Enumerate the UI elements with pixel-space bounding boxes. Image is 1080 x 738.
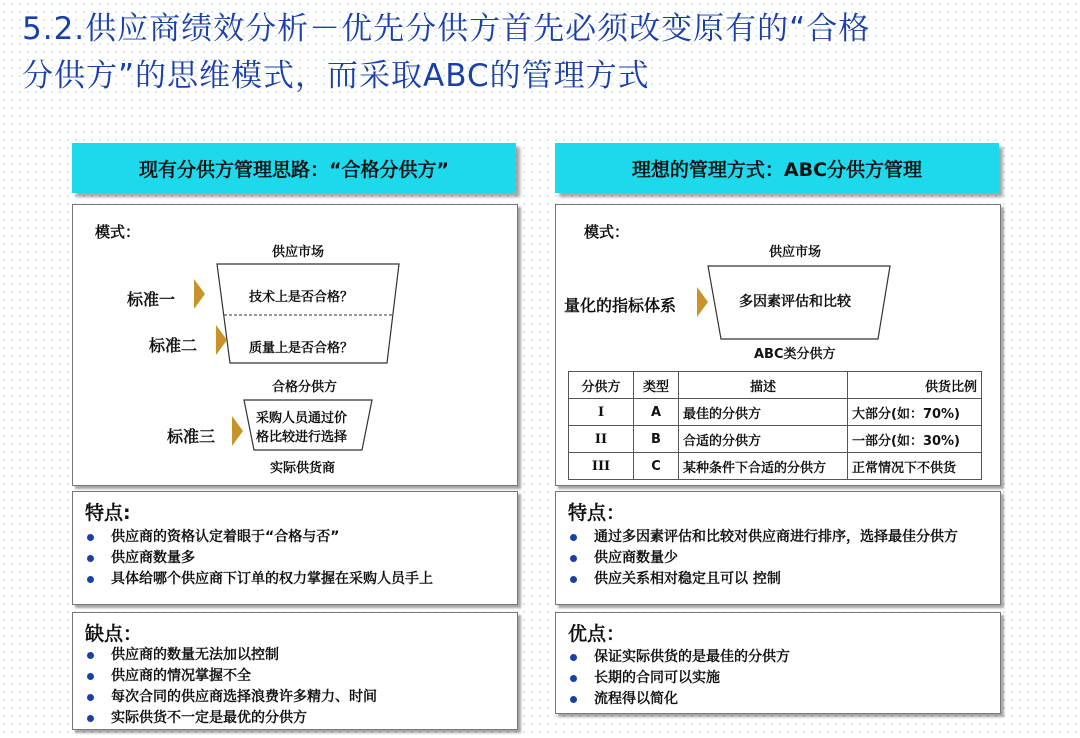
table-row [569,426,982,453]
table-cell: 合适的分供方 [679,426,848,453]
table-header-row [569,372,982,399]
table-cell: 正常情况下不供货 [848,453,982,480]
left-cons-list [87,645,377,729]
criterion-three-label: 标准三 [167,427,216,446]
table-cell: I [569,399,634,426]
left-features-panel [72,491,518,605]
list-item: 每次合同的供应商选择浪费许多精力、时间 [87,687,377,708]
column-header: 供货比例 [848,372,982,399]
abc-suppliers-label: ABC类分供方 [754,347,836,362]
right-features-list [570,527,958,590]
table-cell: A [634,399,679,426]
left-mode-label: 模式： [95,223,141,241]
table-cell: C [634,453,679,480]
left-model-panel [72,204,518,486]
list-item: 具体给哪个供应商下订单的权力掌握在采购人员手上 [87,569,433,590]
list-item: 通过多因素评估和比较对供应商进行排序，选择最佳分供方 [570,527,958,548]
step3-line2: 格比较进行选择 [256,430,348,445]
right-pros-panel [555,612,1001,714]
indicator-system-label: 量化的指标体系 [564,296,677,315]
right-header-text: 理想的管理方式：ABC分供方管理 [631,158,923,181]
right-header [555,143,999,193]
actual-supplier: 实际供货商 [270,461,336,476]
right-pros-title: 优点： [568,623,626,645]
right-model-panel [555,204,1001,486]
list-item: 长期的合同可以实施 [570,668,790,689]
left-header [72,143,516,193]
table-cell: III [569,453,634,480]
table-cell: II [569,426,634,453]
criterion-two-arrow-icon [216,325,227,355]
step3-line1: 采购人员通过价 [256,411,348,426]
column-header: 分供方 [569,372,634,399]
qualified-suppliers: 合格分供方 [272,380,338,395]
list-item: 流程得以简化 [570,689,790,710]
list-item: 保证实际供货的是最佳的分供方 [570,647,790,668]
list-item: 供应关系相对稳定且可以 控制 [570,569,958,590]
left-features-title: 特点: [85,502,131,524]
criterion-three-arrow-icon [232,416,243,446]
abc-table [568,371,982,480]
column-header: 描述 [679,372,848,399]
list-item: 供应商的资格认定着眼于“合格与否” [87,527,433,548]
list-item: 供应商的数量无法加以控制 [87,645,377,666]
check-technical: 技术上是否合格？ [249,290,354,305]
table-row [569,453,982,480]
criterion-one-arrow-icon [194,279,205,309]
right-features-panel [555,491,1001,605]
right-features-title: 特点： [568,502,626,524]
right-pros-list [570,647,790,710]
criterion-one-label: 标准一 [127,290,176,309]
table-cell: B [634,426,679,453]
multi-factor-evaluation: 多因素评估和比较 [739,294,851,310]
list-item: 供应商的情况掌握不全 [87,666,377,687]
left-features-list [87,527,433,590]
indicator-arrow-icon [697,287,708,317]
table-cell: 最佳的分供方 [679,399,848,426]
left-supply-market: 供应市场 [272,245,325,260]
criterion-two-label: 标准二 [149,336,198,355]
slide-title [22,6,1062,100]
left-header-text: 现有分供方管理思路：“合格分供方” [139,158,449,181]
table-row [569,399,982,426]
left-cons-title: 缺点： [85,623,143,645]
slide-title-line1: 5.2.供应商绩效分析－优先分供方首先必须改变原有的“合格 [22,11,871,47]
table-cell: 大部分(如：70%) [848,399,982,426]
list-item: 供应商数量少 [570,548,958,569]
left-cons-panel [72,612,518,730]
check-quality: 质量上是否合格？ [249,341,354,356]
list-item: 实际供货不一定是最优的分供方 [87,708,377,729]
column-header: 类型 [634,372,679,399]
table-cell: 某种条件下合适的分供方 [679,453,848,480]
table-cell: 一部分(如：30%) [848,426,982,453]
right-mode-label: 模式： [584,223,630,241]
slide-title-line2: 分供方”的思维模式，而采取ABC的管理方式 [22,58,650,94]
right-supply-market: 供应市场 [769,245,822,260]
list-item: 供应商数量多 [87,548,433,569]
